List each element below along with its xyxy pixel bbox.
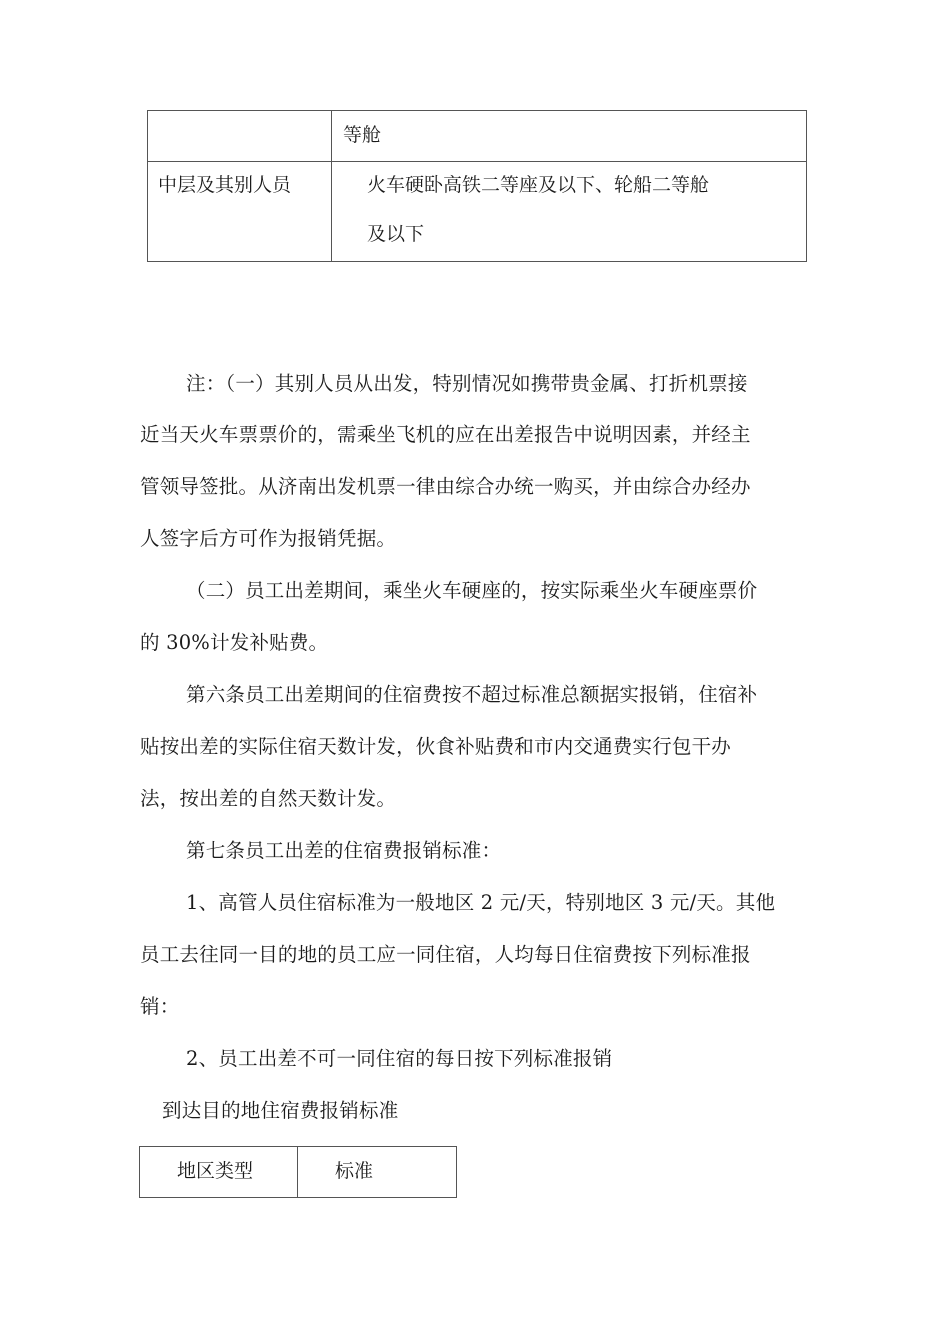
paragraph-line: 第六条员工出差期间的住宿费按不超过标准总额据实报销，住宿补 <box>186 683 758 706</box>
table-cell-class-continued: 等舱 <box>343 124 382 146</box>
table-row-divider <box>148 161 806 162</box>
paragraph-line: 的 30%计发补贴费。 <box>140 631 329 654</box>
paragraph-line: 第七条员工出差的住宿费报销标准： <box>186 839 502 862</box>
table-column-divider <box>297 1147 298 1197</box>
paragraph-line: （二）员工出差期间，乘坐火车硬座的，按实际乘坐火车硬座票价 <box>186 579 758 602</box>
paragraph-line: 管领导签批。从济南出发机票一律由综合办统一购买，并由综合办经办 <box>140 475 751 498</box>
paragraph-line: 近当天火车票票价的，需乘坐飞机的应在出差报告中说明因素，并经主 <box>140 423 751 446</box>
paragraph-line: 人签字后方可作为报销凭据。 <box>140 527 397 550</box>
paragraph-line: 贴按出差的实际住宿天数计发，伙食补贴费和市内交通费实行包干办 <box>140 735 732 758</box>
table-cell-staff-level: 中层及其别人员 <box>158 174 292 196</box>
table-caption: 到达目的地住宿费报销标准 <box>162 1099 399 1122</box>
table-cell-class-standard-cont: 及以下 <box>367 223 425 245</box>
paragraph-line: 2、员工出差不可一同住宿的每日按下列标准报销 <box>186 1047 613 1070</box>
table-header-standard: 标准 <box>335 1160 374 1182</box>
paragraph-line: 注：（一）其别人员从出发，特别情况如携带贵金属、打折机票接 <box>186 372 748 395</box>
paragraph-line: 销： <box>140 995 180 1018</box>
paragraph-line: 1、高管人员住宿标准为一般地区 2 元/天，特别地区 3 元/天。其他 <box>186 891 776 914</box>
table-column-divider <box>331 111 332 261</box>
paragraph-line: 员工去往同一目的地的员工应一同住宿，人均每日住宿费按下列标准报 <box>140 943 751 966</box>
table-header-region-type: 地区类型 <box>177 1160 254 1182</box>
table-cell-class-standard: 火车硬卧高铁二等座及以下、轮船二等舱 <box>367 174 710 196</box>
paragraph-line: 法，按出差的自然天数计发。 <box>140 787 397 810</box>
